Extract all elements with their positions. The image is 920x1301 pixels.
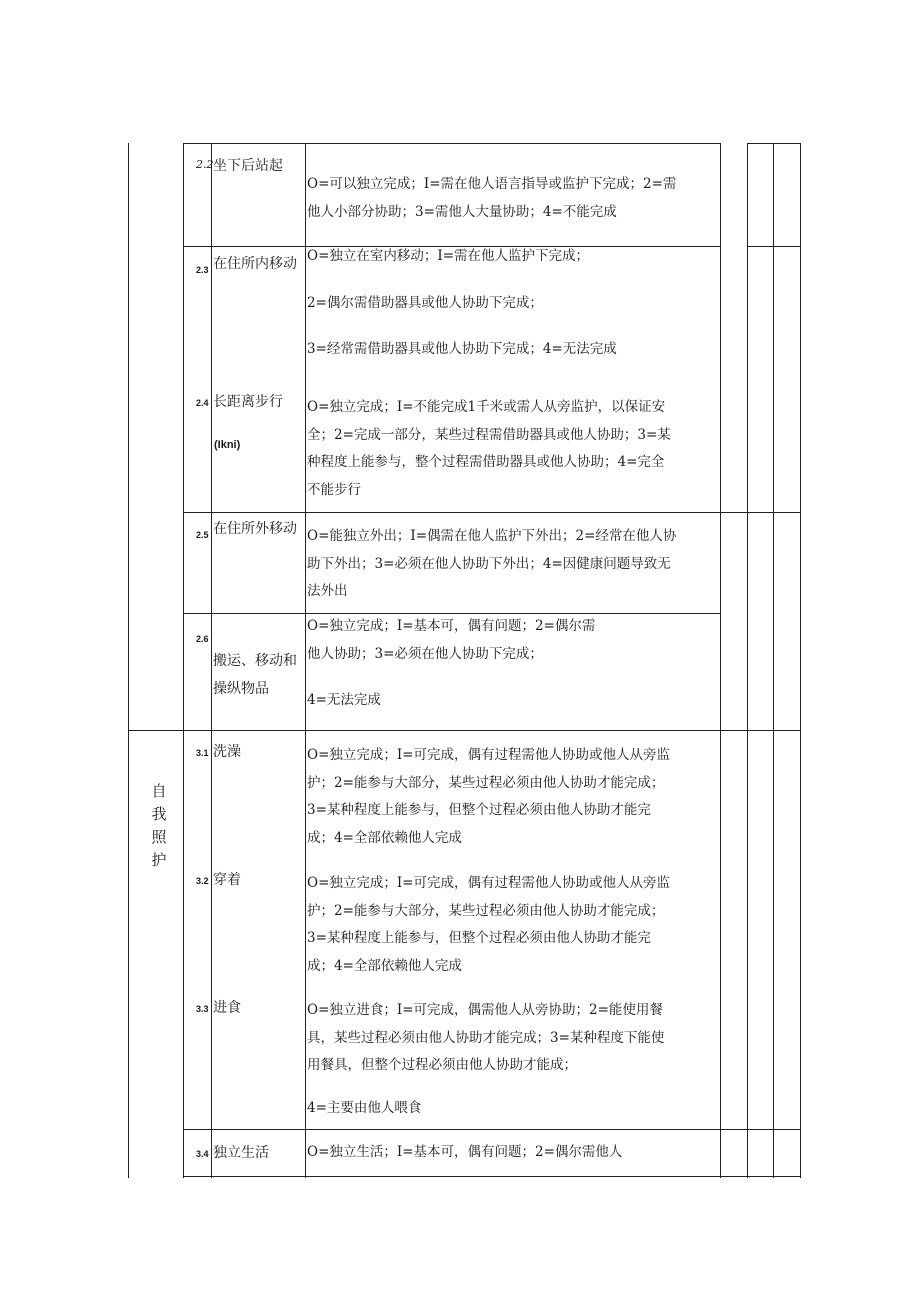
item-title: 洗澡 <box>213 744 241 760</box>
description-line: O=独立完成；I=可完成，偶有过程需他人协助或他人从旁监 <box>307 747 671 763</box>
table-rule-row-3-4 <box>183 1129 801 1130</box>
description-line: 2=偶尔需借助器具或他人协助下完成； <box>307 294 543 311</box>
item-title-note: (Ikni) <box>214 439 241 451</box>
description-line: O=独立完成；I=基本可，偶有问题；2=偶尔需 <box>307 618 596 634</box>
item-description <box>307 1139 717 1167</box>
table-border-right <box>800 143 801 1178</box>
table-border-left <box>128 143 129 1178</box>
item-number: 3.2 <box>196 876 209 886</box>
item-description <box>307 394 717 504</box>
item-number: 3.3 <box>196 1004 209 1014</box>
table-rule-row-2-5 <box>183 512 801 513</box>
item-title: 独立生活 <box>213 1145 269 1161</box>
description-line: O=能独立外出；I=偶需在他人监护下外出；2=经常在他人协 <box>307 528 677 544</box>
description-line: 成；4=全部依赖他人完成 <box>307 829 462 846</box>
description-line: 4=无法完成 <box>307 692 381 708</box>
item-number: 3.4 <box>196 1149 209 1159</box>
description-line: 4=主要由他人喂食 <box>307 1099 422 1116</box>
description-line: 具，某些过程必须由他人协助才能完成；3=某种程度下能使 <box>307 1029 665 1046</box>
table-rule-bottom <box>183 1176 801 1177</box>
table-rule-desc <box>305 143 306 1178</box>
table-rule-score-a <box>747 143 748 1178</box>
item-number: 2.2 <box>196 158 214 171</box>
table-rule-section-3 <box>128 730 801 731</box>
item-title: 进食 <box>213 1000 241 1016</box>
description-line: 护；2=能参与大部分，某些过程必须由他人协助才能完成； <box>307 774 665 791</box>
item-title: 穿着 <box>213 872 241 888</box>
description-line: 种程度上能参与，整个过程需借助器具或他人协助；4=完全 <box>307 454 665 470</box>
description-line: O=独立完成；I=可完成，偶有过程需他人协助或他人从旁监 <box>307 875 671 891</box>
description-line: 用餐具，但整个过程必须由他人协助才能成； <box>307 1057 577 1073</box>
item-number: 2.6 <box>196 634 209 644</box>
table-rule-row-2-3-score <box>747 246 801 247</box>
description-line: 他人小部分协助；3=需他人大量协助；4=不能完成 <box>307 203 617 220</box>
description-line: 不能步行 <box>307 481 361 498</box>
item-number: 2.3 <box>196 265 209 275</box>
item-title <box>213 250 299 278</box>
item-title <box>213 647 299 703</box>
item-number: 2.5 <box>196 530 209 540</box>
item-title-text: 在住所内移动 <box>213 256 297 272</box>
table-rule-title <box>211 143 212 1178</box>
category-self-care: 自我照护 <box>151 782 167 869</box>
description-line: O=独立进食；I=可完成，偶需他人从旁协助；2=能使用餐 <box>307 1002 663 1018</box>
table-rule-desc-end <box>720 143 721 1178</box>
item-description <box>307 870 717 980</box>
table-rule-top-score <box>747 143 801 144</box>
table-rule-top <box>183 143 721 144</box>
description-line: 法外出 <box>307 583 348 599</box>
item-description <box>307 243 717 364</box>
description-line: 3=经常需借助器具或他人协助下完成；4=无法完成 <box>307 341 617 357</box>
description-line: 全；2=完成一部分，某些过程需借助器具或他人协助；3=某 <box>307 426 671 443</box>
description-line: O=独立在室内移动；I=需在他人监护下完成； <box>307 248 590 264</box>
item-description <box>307 742 717 852</box>
description-line: O=可以独立完成；I=需在他人语言指导或监护下完成；2=需 <box>307 176 677 192</box>
item-title: 坐下后站起 <box>213 158 283 174</box>
item-description <box>307 523 717 606</box>
item-title-text: 在住所外移动 <box>213 521 297 537</box>
item-description <box>307 613 717 715</box>
description-line: 3=某种程度上能参与，但整个过程必须由他人协助才能完 <box>307 930 651 946</box>
description-line: 助下外出；3=必须在他人协助下外出；4=因健康问题导致无 <box>307 555 671 572</box>
item-title-text: 搬运、移动和操纵物品 <box>213 653 297 697</box>
item-number: 3.1 <box>196 748 209 758</box>
item-number: 2.4 <box>196 398 209 408</box>
description-line: 护；2=能参与大部分，某些过程必须由他人协助才能完成； <box>307 902 665 919</box>
table-rule-num <box>183 143 184 1178</box>
description-line: 成；4=全部依赖他人完成 <box>307 957 462 974</box>
description-line: O=独立完成；I=不能完成1千米或需人从旁监护，以保证安 <box>307 399 666 415</box>
item-title: 长距离步行 <box>213 394 283 410</box>
item-title <box>213 515 299 543</box>
item-description <box>307 997 717 1122</box>
description-line: 3=某种程度上能参与，但整个过程必须由他人协助才能完 <box>307 802 651 818</box>
table-rule-score-b <box>773 143 774 1178</box>
item-description <box>307 171 717 226</box>
description-line: 他人协助；3=必须在他人协助下完成； <box>307 645 543 662</box>
description-line: O=独立生活；I=基本可，偶有问题；2=偶尔需他人 <box>307 1144 623 1160</box>
